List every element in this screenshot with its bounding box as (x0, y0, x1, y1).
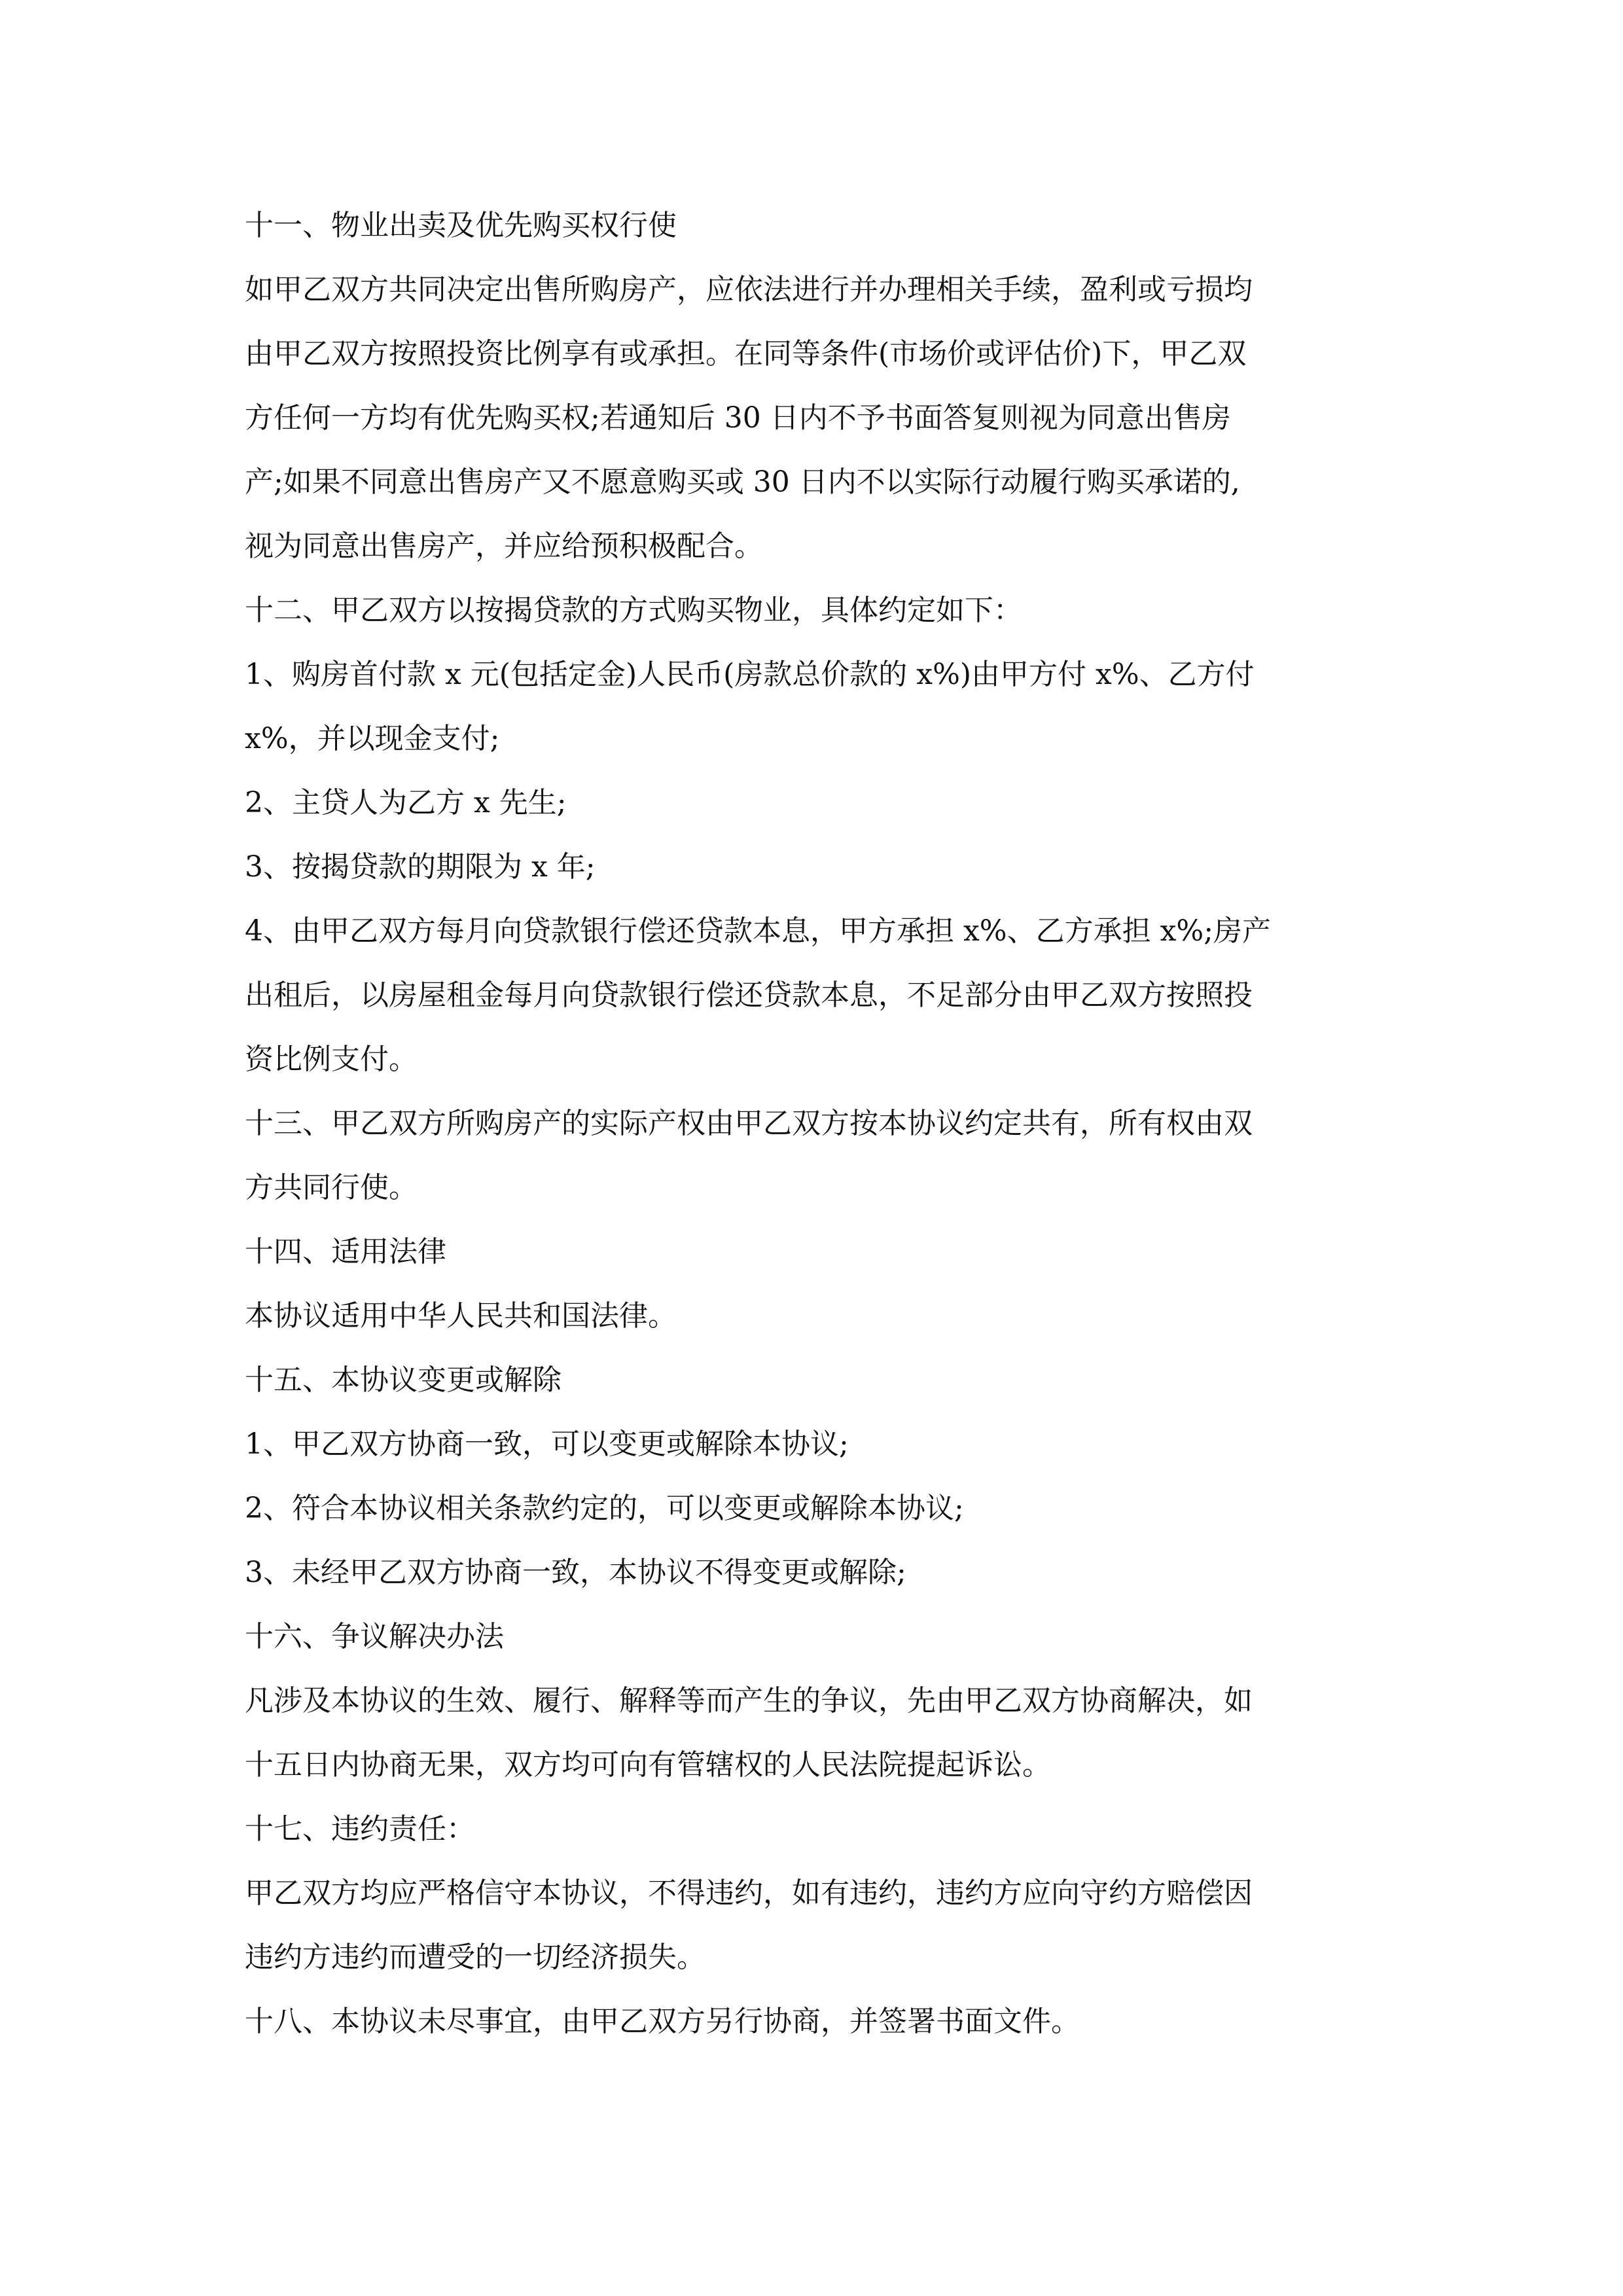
list-item-line: 出租后，以房屋租金每月向贷款银行偿还贷款本息，不足部分由甲乙双方按照投 (245, 978, 1253, 1012)
paragraph-line: 十五日内协商无果，双方均可向有管辖权的人民法院提起诉讼。 (245, 1748, 1051, 1782)
list-item-line: 1、购房首付款 x 元(包括定金)人民币(房款总价款的 x%)由甲方付 x%、乙方付 (245, 658, 1255, 691)
section-heading-14: 十四、适用法律 (245, 1235, 446, 1268)
list-item-line: 4、由甲乙双方每月向贷款银行偿还贷款本息，甲方承担 x%、乙方承担 x%;房产 (245, 914, 1272, 948)
list-item-line: 资比例支付。 (245, 1043, 418, 1076)
paragraph-line: 产;如果不同意出售房产又不愿意购买或 30 日内不以实际行动履行购买承诺的, (245, 465, 1240, 499)
section-heading-11: 十一、物业出卖及优先购买权行使 (245, 209, 677, 242)
section-heading-15: 十五、本协议变更或解除 (245, 1363, 562, 1397)
paragraph-line: 方共同行使。 (245, 1171, 418, 1204)
paragraph-line: 凡涉及本协议的生效、履行、解释等而产生的争议，先由甲乙双方协商解决，如 (245, 1684, 1253, 1717)
section-heading-13: 十三、甲乙双方所购房产的实际产权由甲乙双方按本协议约定共有，所有权由双 (245, 1107, 1253, 1140)
paragraph-line: 如甲乙双方共同决定出售所购房产，应依法进行并办理相关手续，盈利或亏损均 (245, 273, 1253, 306)
document-body (245, 194, 1404, 2054)
paragraph-line: 视为同意出售房产，并应给预积极配合。 (245, 529, 763, 563)
section-heading-16: 十六、争议解决办法 (245, 1620, 504, 1653)
list-item-line: 3、按揭贷款的期限为 x 年; (245, 850, 596, 884)
section-heading-17: 十七、违约责任： (245, 1812, 475, 1846)
section-heading-18: 十八、本协议未尽事宜，由甲乙双方另行协商，并签署书面文件。 (245, 2005, 1080, 2038)
paragraph-line: 由甲乙双方按照投资比例享有或承担。在同等条件(市场价或评估价)下，甲乙双 (245, 337, 1247, 370)
list-item-line: 2、主贷人为乙方 x 先生; (245, 786, 567, 819)
section-heading-12: 十二、甲乙双方以按揭贷款的方式购买物业，具体约定如下： (245, 594, 1022, 627)
list-item-line: 2、符合本协议相关条款约定的，可以变更或解除本协议; (245, 1492, 964, 1525)
paragraph-line: 本协议适用中华人民共和国法律。 (245, 1299, 677, 1333)
list-item-line: 1、甲乙双方协商一致，可以变更或解除本协议; (245, 1427, 849, 1461)
paragraph-line: 方任何一方均有优先购买权;若通知后 30 日内不予书面答复则视为同意出售房 (245, 401, 1231, 435)
paragraph-line: 甲乙双方均应严格信守本协议，不得违约，如有违约，违约方应向守约方赔偿因 (245, 1876, 1253, 1910)
list-item-line: 3、未经甲乙双方协商一致，本协议不得变更或解除; (245, 1556, 906, 1589)
list-item-line: x%，并以现金支付; (245, 722, 500, 755)
paragraph-line: 违约方违约而遭受的一切经济损失。 (245, 1941, 705, 1974)
